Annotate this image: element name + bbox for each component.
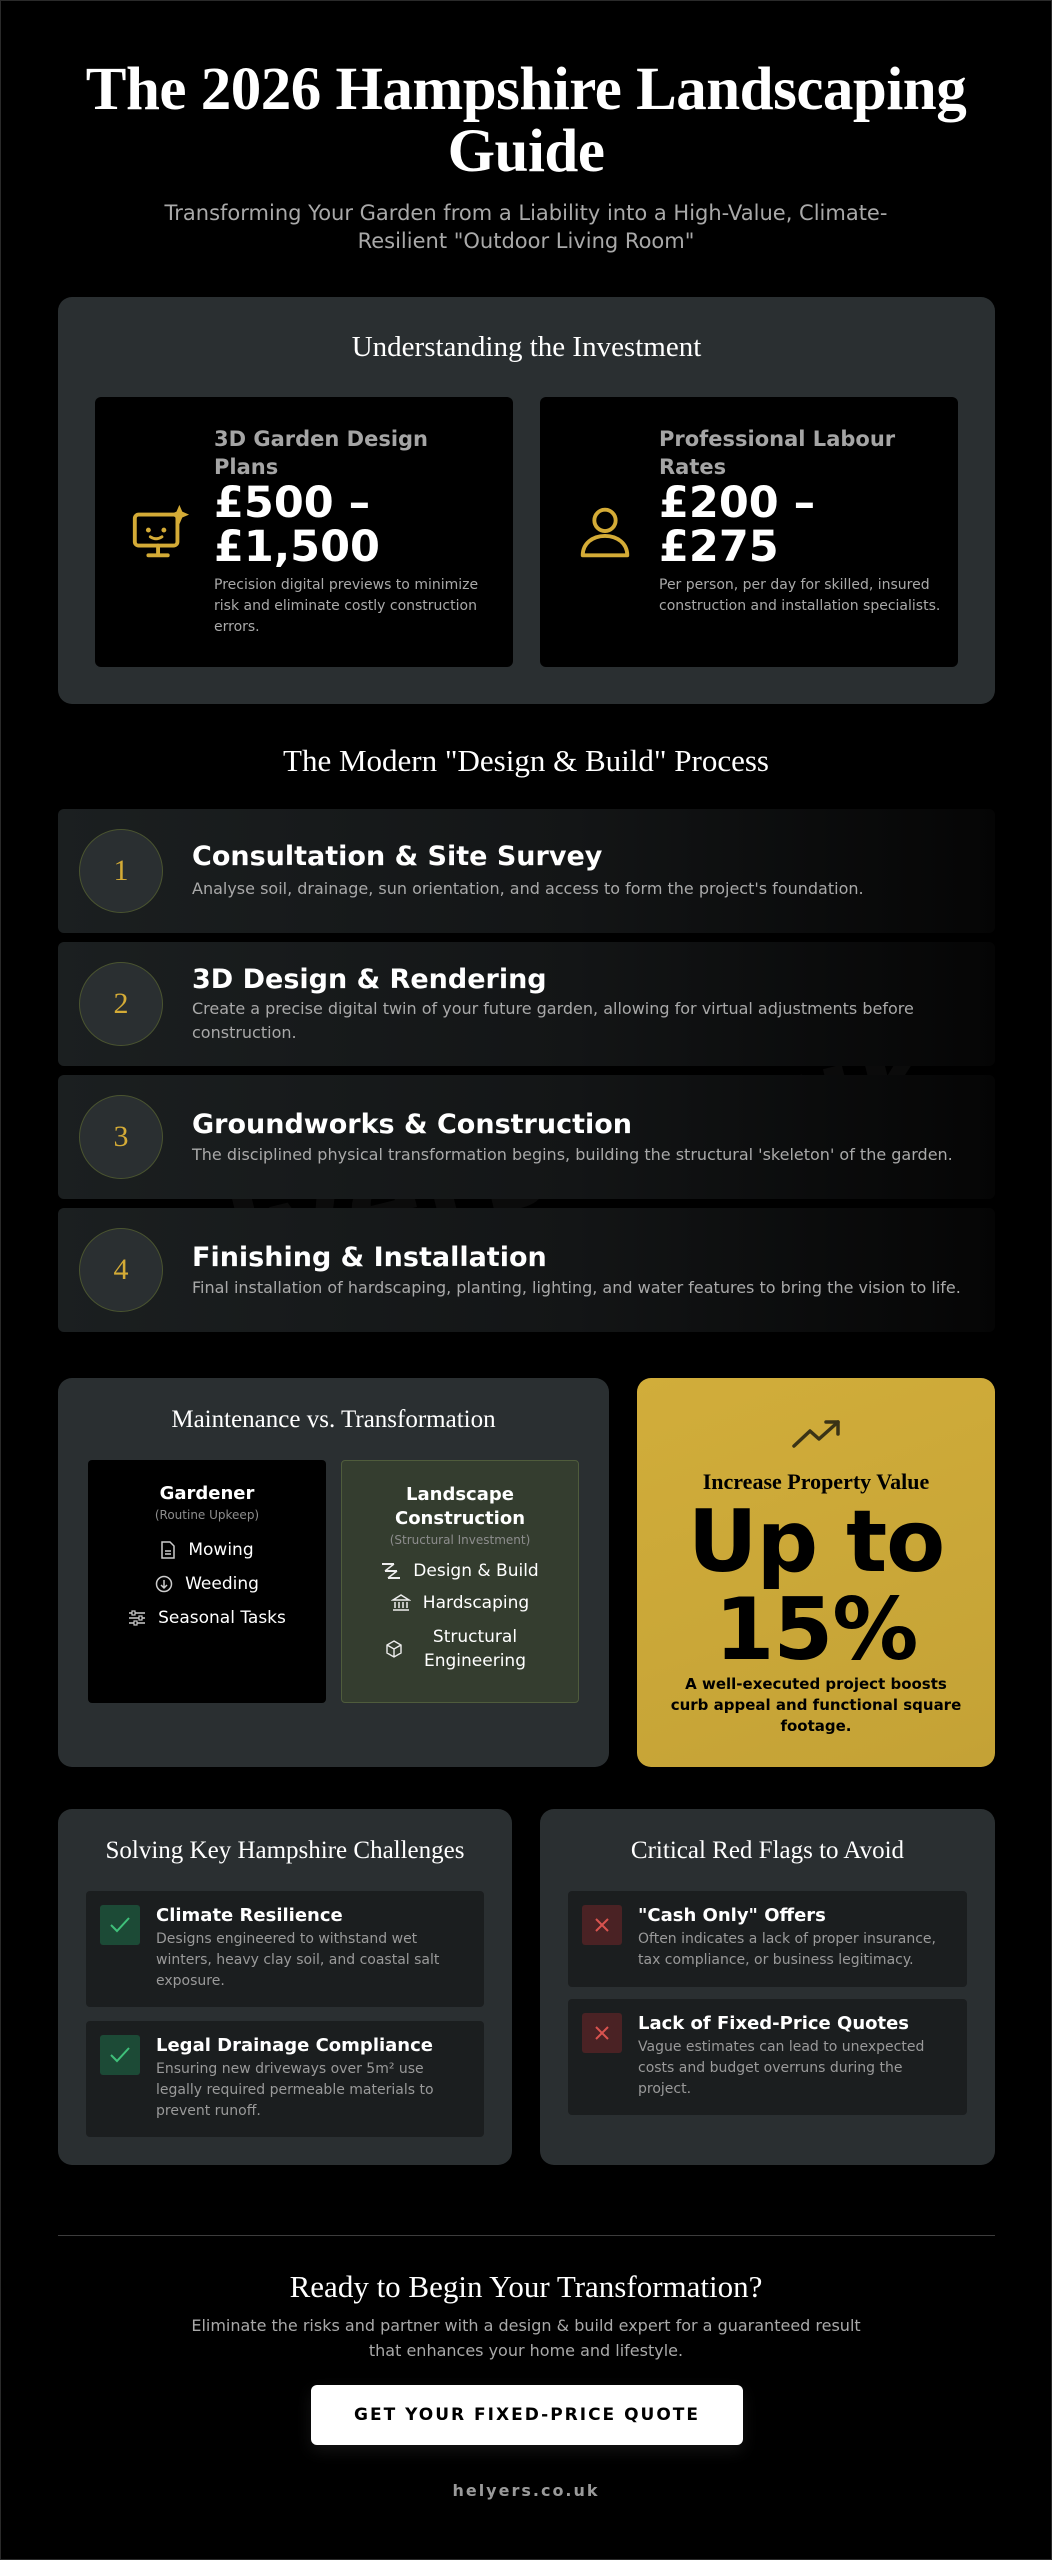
process-step bbox=[58, 1075, 995, 1199]
cta-desc: Eliminate the risks and partner with a design & build expert for a guaranteed result that enhances your home and lifestyle. bbox=[191, 2316, 861, 2360]
monitor-sparkle-icon bbox=[129, 501, 191, 563]
gardener-column bbox=[88, 1460, 326, 1703]
challenge-item bbox=[86, 2021, 484, 2137]
stairs-icon bbox=[381, 1562, 401, 1580]
step-desc: The disciplined physical transformation begins, building the structural 'skeleton' of the garden. bbox=[192, 1145, 953, 1164]
file-icon bbox=[160, 1541, 176, 1559]
site-link[interactable]: helyers.co.uk bbox=[452, 2481, 600, 2500]
value-figure: Up to 15% bbox=[687, 1492, 945, 1680]
process-step bbox=[58, 942, 995, 1066]
landscape-item-label: Structural Engineering bbox=[424, 1627, 526, 1671]
sliders-icon bbox=[128, 1610, 146, 1626]
page-header bbox=[1, 1, 1051, 255]
gardener-item bbox=[88, 1540, 326, 1560]
red-flag-title: Lack of Fixed-Price Quotes bbox=[638, 2013, 910, 2034]
step-number: 3 bbox=[79, 1095, 163, 1179]
landscape-item-label: Design & Build bbox=[413, 1561, 539, 1581]
step-number: 1 bbox=[79, 829, 163, 913]
maintenance-panel bbox=[58, 1378, 609, 1767]
red-flag-desc: Often indicates a lack of proper insurance, tax compliance, or business legitimacy. bbox=[638, 1931, 936, 1968]
step-desc: Create a precise digital twin of your future garden, allowing for virtual adjustments before construction. bbox=[192, 999, 914, 1042]
step-title: Consultation & Site Survey bbox=[192, 841, 603, 872]
process-title: The Modern "Design & Build" Process bbox=[283, 743, 769, 778]
landscape-column bbox=[341, 1460, 579, 1703]
gardener-item bbox=[88, 1608, 326, 1628]
step-desc: Analyse soil, drainage, sun orientation, and access to form the project's foundation. bbox=[192, 879, 864, 898]
landscape-item bbox=[342, 1593, 578, 1613]
landscape-title: Landscape Construction bbox=[394, 1484, 526, 1529]
investment-title: Understanding the Investment bbox=[351, 331, 702, 363]
x-icon bbox=[582, 1905, 622, 1945]
maintenance-title: Maintenance vs. Transformation bbox=[171, 1406, 496, 1433]
bank-icon bbox=[391, 1594, 411, 1612]
investment-panel bbox=[58, 297, 995, 704]
step-title: 3D Design & Rendering bbox=[192, 964, 547, 995]
design-plans-label: 3D Garden Design Plans bbox=[214, 427, 429, 479]
gardener-sub: (Routine Upkeep) bbox=[154, 1508, 260, 1522]
design-plans-price: £500 – £1,500 bbox=[214, 478, 380, 572]
labour-rates-desc: Per person, per day for skilled, insured construction and installation specialists. bbox=[659, 577, 941, 614]
labour-rates-price: £200 – £275 bbox=[659, 478, 816, 572]
red-flag-desc: Vague estimates can lead to unexpected costs and budget overruns during the project. bbox=[638, 2039, 925, 2097]
process-step bbox=[58, 1208, 995, 1332]
check-icon bbox=[100, 2035, 140, 2075]
page-title: The 2026 Hampshire Landscaping Guide bbox=[85, 56, 967, 185]
red-flag-item bbox=[568, 1891, 967, 1987]
challenge-title: Legal Drainage Compliance bbox=[156, 2035, 433, 2056]
design-plans-desc: Precision digital previews to minimize risk and eliminate costly construction errors. bbox=[214, 577, 479, 635]
red-flag-item bbox=[568, 1999, 967, 2115]
labour-rates-label: Professional Labour Rates bbox=[659, 427, 896, 479]
trending-up-icon bbox=[792, 1418, 842, 1450]
landscape-item-label: Hardscaping bbox=[422, 1593, 530, 1613]
gardener-item-label: Mowing bbox=[188, 1540, 254, 1560]
red-flags-panel bbox=[540, 1809, 995, 2165]
cube-icon bbox=[385, 1640, 403, 1658]
cta-title: Ready to Begin Your Transformation? bbox=[289, 2269, 763, 2304]
challenges-panel bbox=[58, 1809, 512, 2165]
landscape-sub: (Structural Investment) bbox=[389, 1533, 531, 1547]
challenge-title: Climate Resilience bbox=[156, 1905, 343, 1926]
challenges-title: Solving Key Hampshire Challenges bbox=[105, 1837, 465, 1864]
challenge-item bbox=[86, 1891, 484, 2007]
gardener-item bbox=[88, 1574, 326, 1594]
value-heading: Increase Property Value bbox=[702, 1469, 930, 1494]
landscape-item bbox=[342, 1625, 578, 1673]
red-flag-title: "Cash Only" Offers bbox=[638, 1905, 826, 1926]
step-number: 2 bbox=[79, 962, 163, 1046]
property-value-card bbox=[637, 1378, 995, 1767]
challenge-desc: Designs engineered to withstand wet winters, heavy clay soil, and coastal salt exposure. bbox=[156, 1931, 440, 1989]
design-plans-card bbox=[95, 397, 513, 667]
landscape-item bbox=[342, 1561, 578, 1581]
gardener-item-label: Seasonal Tasks bbox=[158, 1608, 286, 1628]
gardener-title: Gardener bbox=[159, 1483, 255, 1504]
challenge-desc: Ensuring new driveways over 5m² use legally required permeable materials to prevent runoff. bbox=[156, 2061, 434, 2119]
divider bbox=[58, 2235, 995, 2236]
arrow-down-circle-icon bbox=[155, 1575, 173, 1593]
value-desc: A well-executed project boosts curb appeal and functional square footage. bbox=[670, 1675, 962, 1735]
step-desc: Final installation of hardscaping, planting, lighting, and water features to bring the vision to life. bbox=[192, 1278, 961, 1297]
page-subtitle: Transforming Your Garden from a Liability into a High-Value, Climate-Resilient "Outdoor Living Room" bbox=[164, 201, 888, 253]
process-step bbox=[58, 809, 995, 933]
check-icon bbox=[100, 1905, 140, 1945]
user-icon bbox=[574, 501, 636, 563]
x-icon bbox=[582, 2013, 622, 2053]
step-title: Groundworks & Construction bbox=[192, 1109, 633, 1140]
red-flags-title: Critical Red Flags to Avoid bbox=[630, 1837, 905, 1864]
gardener-item-label: Weeding bbox=[185, 1574, 259, 1594]
step-title: Finishing & Installation bbox=[192, 1242, 547, 1273]
step-number: 4 bbox=[79, 1228, 163, 1312]
get-quote-button[interactable]: GET YOUR FIXED-PRICE QUOTE bbox=[311, 2385, 743, 2445]
labour-rates-card bbox=[540, 397, 958, 667]
